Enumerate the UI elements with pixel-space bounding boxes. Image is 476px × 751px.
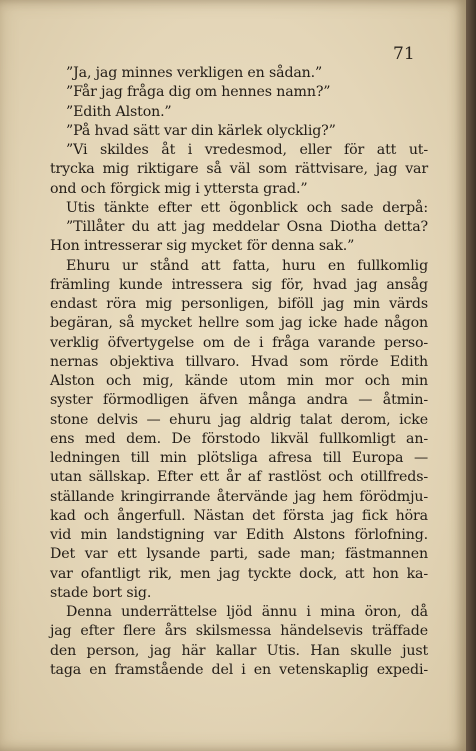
book-spine-edge [466, 0, 476, 751]
text-line: kad och ångerfull. Nästan det första jag fick höra [50, 507, 428, 524]
text-line: begäran, så mycket hellre som jag icke hade någon [50, 315, 428, 332]
text-line: främling kunde intressera sig för, hvad jag ansåg [50, 276, 428, 293]
text-line: syster förmodligen äfven många andra — åtmin- [50, 392, 428, 409]
text-line: vid min landstigning var Edith Alstons förlofning. [50, 527, 428, 543]
text-line: stone delvis — ehuru jag aldrig talat derom, icke [50, 411, 428, 428]
text-line: den person, jag här kallar Utis. Han skulle just [50, 642, 428, 659]
text-line: ond och förgick mig i yttersta grad.” [50, 180, 308, 197]
text-line: utan sällskap. Efter ett år af rastlöst och otillfreds- [50, 469, 428, 486]
text-line: nernas objektiva tillvaro. Hvad som rörde Edith [50, 353, 428, 370]
text-line: ens med dem. De förstodo likväl fullkomligt an- [50, 430, 428, 447]
text-line: Utis tänkte efter ett ögonblick och sade derpå: [66, 199, 428, 216]
text-line: ställande kringirrande återvände jag hem förödmju- [50, 488, 428, 505]
text-line: Ehuru ur stånd att fatta, huru en fullkomlig [66, 257, 428, 274]
text-line: taga en framstående del i en vetenskaplig expedi- [50, 661, 428, 678]
text-line: stade bort sig. [50, 584, 152, 601]
text-line: endast röra mig personligen, biföll jag min värds [50, 296, 428, 312]
text-line: trycka mig riktigare så väl som rättvisare, jag var [50, 161, 428, 178]
text-line: ”Edith Alston.” [66, 103, 172, 120]
body-text [50, 64, 428, 680]
text-line: Det var ett lysande parti, sade man; fästmannen [50, 546, 428, 563]
text-line: ”På hvad sätt var din kärlek olycklig?” [66, 122, 336, 139]
text-line: ”Tillåter du att jag meddelar Osna Diotha detta? [66, 219, 428, 235]
text-line: ”Får jag fråga dig om hennes namn?” [66, 84, 331, 101]
text-line: ledningen till min plötsliga afresa till Europa — [50, 450, 428, 466]
text-line: ”Ja, jag minnes verkligen en sådan.” [66, 65, 323, 81]
text-line: Alston och mig, kände utom min mor och min [50, 373, 428, 389]
text-line: var ofantligt rik, men jag tyckte dock, att hon ka- [50, 565, 428, 582]
text-line: Hon intresserar sig mycket för denna sak.” [50, 238, 355, 255]
text-line: Denna underrättelse ljöd ännu i mina öron, då [66, 604, 428, 620]
text-line: jag efter flere års skilsmessa händelsevis träffade [50, 623, 428, 640]
page-number: 71 [393, 44, 415, 64]
text-line: verklig öfvertygelse om de i fråga varande perso- [50, 334, 428, 351]
text-line: ”Vi skildes åt i vredesmod, eller för att ut- [66, 142, 428, 158]
